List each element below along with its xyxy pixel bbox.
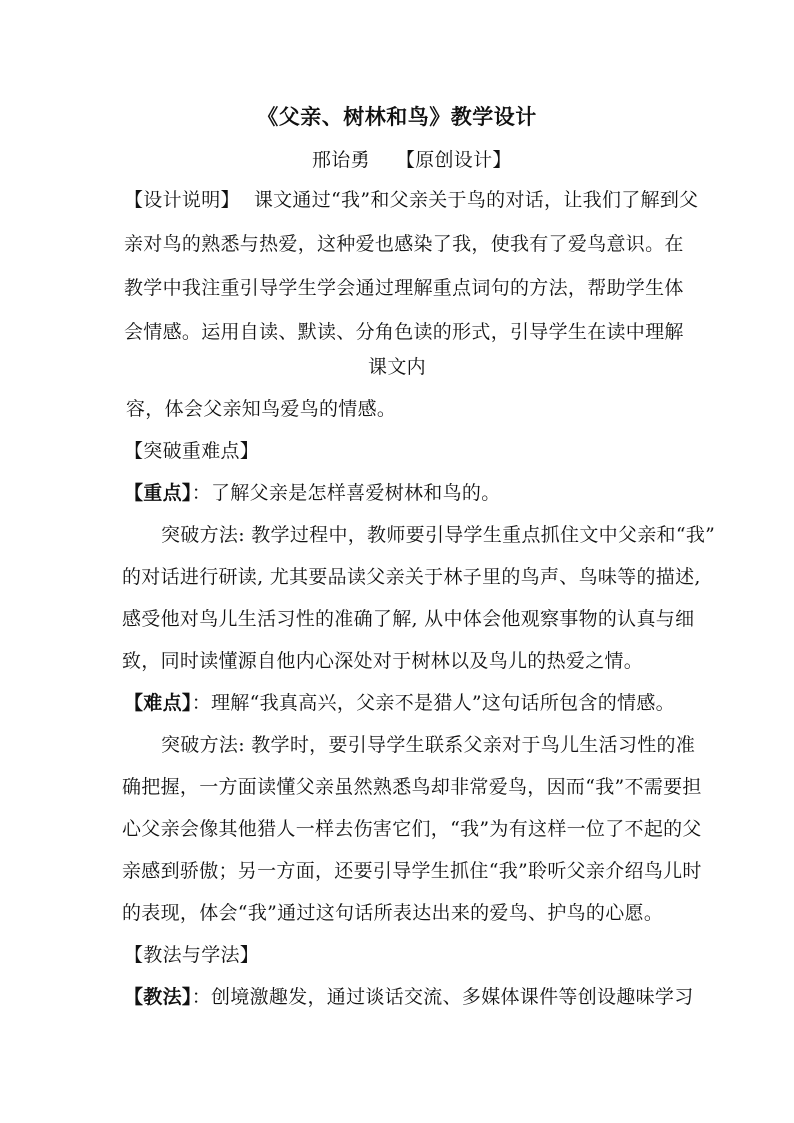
difficult-point-method-line-1: 突破方法: 教学时，要引导学生联系父亲对于鸟儿生活习性的准	[161, 734, 696, 756]
difficult-point-method-line-3: 心父亲会像其他猎人一样去伤害它们，“我”为有这样一位了不起的父	[122, 818, 702, 840]
design-note-line-5: 课文内	[368, 356, 426, 378]
difficult-point-method-line-5: 的表现，体会“我”通过这句话所表达出来的爱鸟、护鸟的心愿。	[122, 902, 664, 924]
design-note-line-3: 教学中我注重引导学生学会通过理解重点词句的方法，帮助学生体	[124, 277, 684, 299]
design-note-text-1: 课文通过“我”和父亲关于鸟的对话，让我们了解到父	[253, 189, 699, 211]
design-note-label: 【设计说明】	[124, 189, 240, 211]
key-point-method-line-1: 突破方法: 教学过程中，教师要引导学生重点抓住文中父亲和“我”	[161, 524, 716, 546]
key-point-method-line-4: 致，同时读懂源自他内心深处对于树林以及鸟儿的热爱之情。	[122, 650, 644, 672]
original-design-tag: 【原创设计】	[395, 149, 512, 171]
design-note-line-4: 会情感。运用自读、默读、分角色读的形式，引导学生在读中理解	[124, 321, 684, 343]
teaching-method-line	[124, 983, 694, 1011]
teaching-method-text: ：创境激趣发，通过谈话交流、多媒体课件等创设趣味学习	[191, 986, 694, 1008]
design-note-line-1	[124, 186, 699, 214]
breakthrough-heading: 【突破重难点】	[124, 440, 260, 462]
key-point-text: ：了解父亲是怎样喜爱树林和鸟的。	[191, 482, 501, 504]
key-point-line	[124, 479, 501, 507]
document-title: 《父亲、树林和鸟》教学设计	[257, 104, 537, 129]
difficult-point-text: ：理解“我真高兴，父亲不是猎人”这句话所包含的情感。	[191, 692, 675, 714]
difficult-point-method-line-2: 确把握，一方面读懂父亲虽然熟悉鸟却非常爱鸟，因而“我”不需要担	[122, 776, 702, 798]
difficult-point-method-line-4: 亲感到骄傲；另一方面，还要引导学生抓住“我”聆听父亲介绍鸟儿时	[122, 860, 702, 882]
author-line	[312, 146, 512, 174]
difficult-point-line	[124, 689, 675, 717]
difficult-point-label: 【难点】	[124, 692, 192, 714]
key-point-label: 【重点】	[124, 482, 192, 504]
key-point-method-line-2: 的对话进行研读, 尤其要品读父亲关于林子里的鸟声、鸟味等的描述,	[122, 566, 701, 588]
design-note-line-6: 容，体会父亲知鸟爱鸟的情感。	[126, 398, 397, 420]
author-name: 邢诒勇	[312, 149, 370, 171]
design-note-line-2: 亲对鸟的熟悉与热爱，这种爱也感染了我，使我有了爱鸟意识。在	[124, 233, 684, 255]
teaching-method-label: 【教法】	[124, 986, 192, 1008]
key-point-method-line-3: 感受他对鸟儿生活习性的准确了解, 从中体会他观察事物的认真与细	[122, 608, 695, 630]
method-heading: 【教法与学法】	[124, 944, 260, 966]
